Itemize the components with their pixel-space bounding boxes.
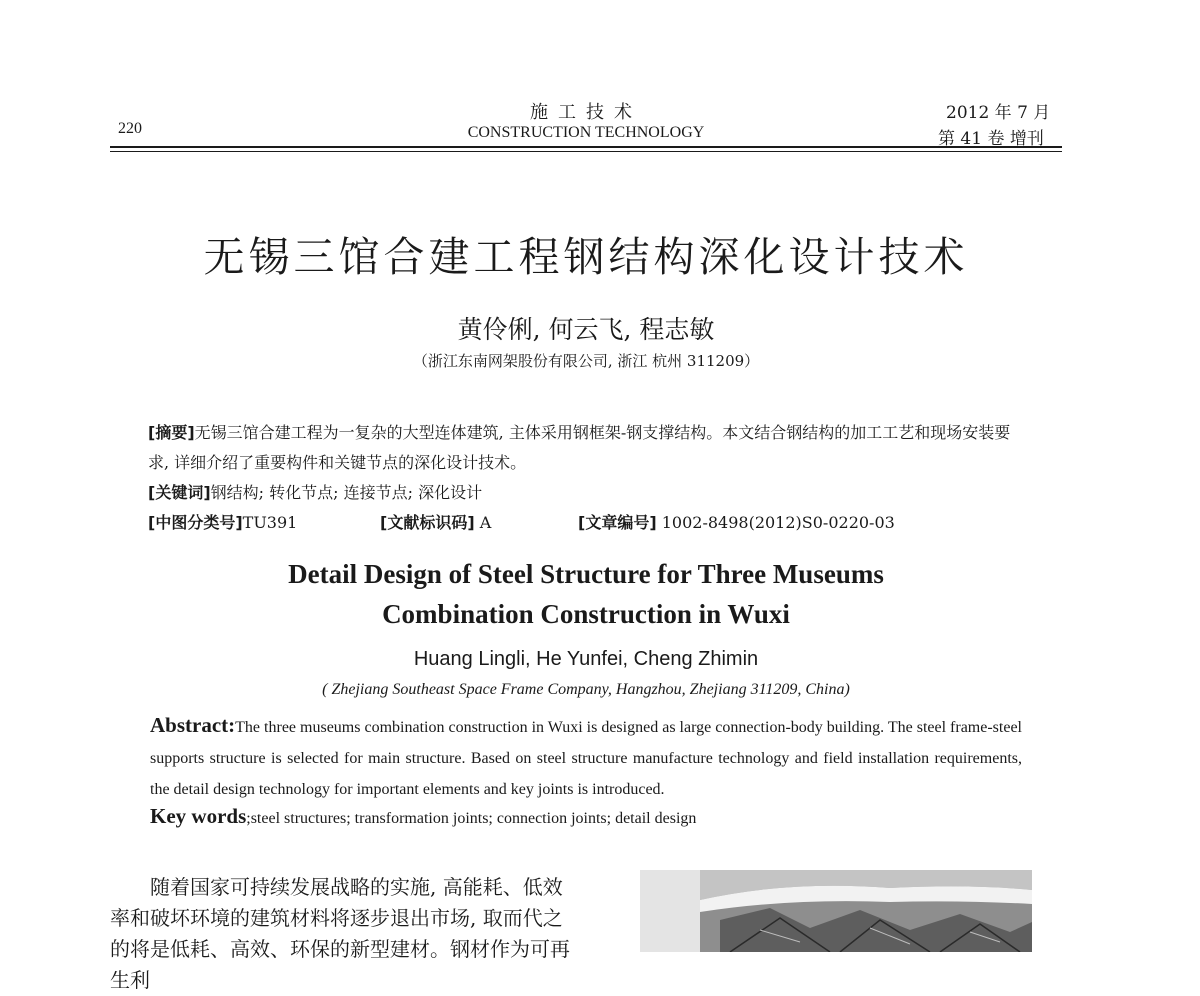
abstract-label-en: Abstract xyxy=(150,713,229,737)
affiliation-en: ( Zhejiang Southeast Space Frame Company, Hangzhou, Zhejiang 311209, China) xyxy=(322,681,850,698)
header-rule-thick xyxy=(110,146,1062,148)
issue-date: 2012 年 7 月 xyxy=(946,103,1051,123)
article-no-value: 1002-8498(2012)S0-0220-03 xyxy=(661,513,895,532)
affiliation-cn: （浙江东南网架股份有限公司, 浙江 杭州 311209） xyxy=(412,352,760,370)
journal-title-en: CONSTRUCTION TECHNOLOGY xyxy=(467,124,705,141)
volume-issue: 第 41 卷 增刊 xyxy=(938,129,1044,149)
abstract-colon: : xyxy=(228,713,236,737)
abstract-text-cn: 无锡三馆合建工程为一复杂的大型连体建筑, 主体采用钢框架-钢支撑结构。本文结合钢结构的加工工艺和现场安装要求, 详细介绍了重要构件和关键节点的深化设计技术。 xyxy=(148,423,1011,472)
page-number: 220 xyxy=(118,120,142,137)
body-paragraph: 随着国家可持续发展战略的实施, 高能耗、低效率和破坏环境的建筑材料将逐步退出市场, 取而代之的将是低耗、高效、环保的新型建材。钢材作为可再生利 xyxy=(110,875,570,992)
header-rule-thin xyxy=(110,151,1062,152)
abstract-text-en: The three museums combination construction in Wuxi is designed as large connection-body building. The steel frame-steel supports structure is selected for main structure. Based on steel structure manufacture technology and field installation requirements, the detail design technology for important elements and key joints is introduced. xyxy=(150,719,1022,798)
authors-cn: 黄伶俐, 何云飞, 程志敏 xyxy=(457,315,715,344)
keywords-text-en: steel structures; transformation joints; connection joints; detail design xyxy=(250,810,697,827)
title-en-line2: Combination Construction in Wuxi xyxy=(382,599,790,629)
doc-code-label: [文献标识码] xyxy=(380,513,475,532)
clc-number xyxy=(148,510,297,533)
keywords-colon: ; xyxy=(246,810,251,827)
keywords-text-cn: 钢结构; 转化节点; 连接节点; 深化设计 xyxy=(210,483,483,502)
article-title-en xyxy=(0,554,1172,634)
clc-value: TU391 xyxy=(242,513,298,532)
journal-title-cn: 施工技术 xyxy=(530,102,642,123)
keywords-label-cn: [关键词] xyxy=(148,483,211,502)
abstract-cn xyxy=(148,418,1028,478)
title-en-line1: Detail Design of Steel Structure for Three Museums xyxy=(288,559,884,589)
article-number xyxy=(578,510,895,533)
keywords-label-en: Key words xyxy=(150,804,247,828)
body-column-left xyxy=(110,872,574,996)
abstract-label-cn: [摘要] xyxy=(148,423,195,442)
clc-label: [中图分类号] xyxy=(148,513,243,532)
building-illustration xyxy=(640,870,1032,952)
article-title-cn: 无锡三馆合建工程钢结构深化设计技术 xyxy=(203,233,969,281)
building-photo xyxy=(640,870,1032,952)
doc-code-value: A xyxy=(479,513,492,532)
abstract-en xyxy=(150,710,1022,805)
keywords-cn xyxy=(148,480,482,503)
article-no-label: [文章编号] xyxy=(578,513,657,532)
document-code xyxy=(380,510,491,533)
authors-en: Huang Lingli, He Yunfei, Cheng Zhimin xyxy=(413,648,759,670)
keywords-en xyxy=(150,804,696,829)
